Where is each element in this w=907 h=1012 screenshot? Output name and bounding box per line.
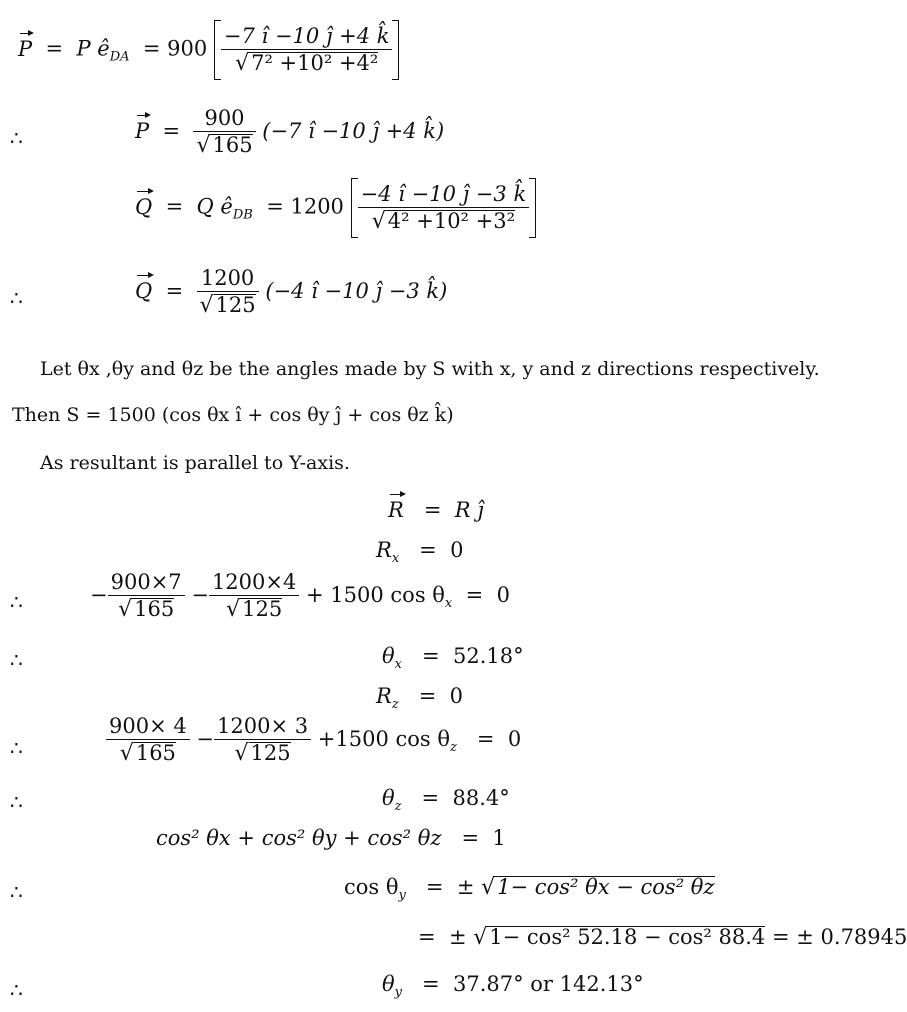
cosines-sum: cos² θx + cos² θy + cos² θz xyxy=(156,826,442,850)
equation-z-component: $\frac{900\times 4}{√165}$ − $\frac{1200\times 3}{√125}$ +1500 $\cos \theta_z = 0$ xyxy=(106,716,521,765)
theta-y-symbol: θ xyxy=(382,972,395,996)
theta-y-value: 37.87° or 142.13° xyxy=(453,972,644,996)
therefore-symbol: ∴ xyxy=(10,648,23,672)
cos-theta-y-radicand: 1− cos² θx − cos² θz xyxy=(497,875,715,899)
therefore-symbol: ∴ xyxy=(10,736,23,760)
r-vector: R xyxy=(388,498,404,522)
q-numerator: −4 î −10 ĵ −3 k̂ xyxy=(360,181,527,206)
paragraph-resultant: As resultant is parallel to Y-axis. xyxy=(40,452,350,474)
p-value-components: (−7 î −10 ĵ +4 k̂) xyxy=(262,119,445,143)
rx-symbol: R xyxy=(376,538,392,562)
z-subscript: z xyxy=(449,740,457,755)
p-vector: P xyxy=(18,36,33,61)
cos-theta-y-result: = ± 0.78945 xyxy=(771,925,907,949)
equation-r: R = R ĵ xyxy=(388,498,484,522)
therefore-symbol: ∴ xyxy=(10,286,23,310)
x-subscript: x xyxy=(444,596,453,611)
equation-cos-theta-y: $\cos \theta_y$ = ± √1− cos² θx − cos² θz xyxy=(344,875,715,903)
theta-x-subscript: x xyxy=(394,657,402,672)
q-unit-subscript: DB xyxy=(232,207,253,223)
p-unit-subscript: DA xyxy=(109,49,130,65)
therefore-symbol: ∴ xyxy=(10,126,23,150)
therefore-symbol: ∴ xyxy=(10,590,23,614)
equation-theta-y: $\theta_y = 37.87^\circ$ or 142.13° xyxy=(382,972,644,1000)
r-rhs: R ĵ xyxy=(454,498,484,522)
p-value-denominator: 165 xyxy=(212,133,253,157)
z-term1-denominator: 165 xyxy=(135,741,176,765)
rx-value: 0 xyxy=(450,538,464,562)
x-term1-denominator: 165 xyxy=(134,597,175,621)
q-value-numerator: 1200 xyxy=(200,266,255,290)
therefore-symbol: ∴ xyxy=(10,978,23,1002)
equation-q-definition: Q = Q $ê_{DB} = 1200$ $\frac{-4 î -10 ĵ -3 k̂}{\text{√4² +10² +3²}}$ xyxy=(135,178,536,238)
equation-rz: $R_z = 0$ xyxy=(376,684,464,712)
x-term3: + 1500 cos θ xyxy=(306,583,445,607)
equation-q-value: Q = $\frac{1200}{√125}$ (−4 î −10 ĵ −3 k̂) xyxy=(135,266,448,318)
theta-x-value: 52.18° xyxy=(452,644,524,668)
equation-theta-z: $\theta_z = 88.4^\circ$ xyxy=(382,786,510,814)
theta-z-symbol: θ xyxy=(382,786,395,810)
q-denominator: 4² +10² +3² xyxy=(387,208,516,233)
equation-direction-cosines: cos² θx + cos² θy + cos² θz = 1 xyxy=(156,826,506,850)
therefore-symbol: ∴ xyxy=(10,880,23,904)
x-term1-numerator: 900×7 xyxy=(110,570,182,594)
rx-subscript: x xyxy=(391,551,400,566)
equation-p-value: P = $\frac{900}{√165}$ (−7 î −10 ĵ +4 k̂) xyxy=(135,106,445,158)
q-magnitude: Q xyxy=(196,194,214,219)
cos-theta-y-numeric-radicand: 1− cos² 52.18 − cos² 88.4 xyxy=(489,925,766,949)
cos-theta-y-subscript: y xyxy=(398,888,406,903)
z-term3: +1500 cos θ xyxy=(317,727,450,751)
equation-p-definition: P = P $ê_{DA} = 900$ $\frac{-7 î -10 ĵ +4 k̂}{\text{√7² +10² +4²}}$ xyxy=(18,20,399,80)
p-denominator: 7² +10² +4² xyxy=(251,50,379,75)
paragraph-s-vector: Then S = 1500 (cos θx î + cos θy ĵ + cos θz k̂) xyxy=(12,404,454,426)
p-vector: P xyxy=(135,119,150,143)
p-coefficient: 900 xyxy=(167,36,208,61)
p-magnitude: P xyxy=(76,36,91,61)
equation-rx: $R_x = 0$ xyxy=(376,538,464,566)
theta-y-subscript: y xyxy=(394,985,403,1000)
q-coefficient: 1200 xyxy=(290,194,344,219)
theta-x-symbol: θ xyxy=(382,644,395,668)
q-vector: Q xyxy=(135,194,153,219)
theta-z-value: 88.4° xyxy=(452,786,510,810)
equation-theta-x: $\theta_x = 52.18^\circ$ xyxy=(382,644,524,672)
plus-minus: ± xyxy=(448,925,467,949)
therefore-symbol: ∴ xyxy=(10,790,23,814)
rz-subscript: z xyxy=(391,697,399,712)
x-term2-numerator: 1200×4 xyxy=(211,570,297,594)
paragraph-angles: Let θx ,θy and θz be the angles made by S with x, y and z directions respectively. xyxy=(40,358,820,380)
p-numerator: −7 î −10 ĵ +4 k̂ xyxy=(223,23,390,48)
p-value-numerator: 900 xyxy=(204,106,245,130)
cos-theta-y-symbol: cos θ xyxy=(344,875,399,899)
q-value-components: (−4 î −10 ĵ −3 k̂) xyxy=(265,279,448,303)
q-value-denominator: 125 xyxy=(215,293,256,317)
x-term2-denominator: 125 xyxy=(242,597,283,621)
rz-symbol: R xyxy=(376,684,392,708)
z-term1-numerator: 900× 4 xyxy=(109,714,187,738)
q-vector: Q xyxy=(135,279,153,303)
x-rhs: 0 xyxy=(496,583,510,607)
z-term2-numerator: 1200× 3 xyxy=(217,714,309,738)
cosines-sum-value: 1 xyxy=(492,826,506,850)
z-term2-denominator: 125 xyxy=(250,741,291,765)
z-rhs: 0 xyxy=(507,727,522,751)
equation-cos-theta-y-numeric: = ± √1− cos² 52.18 − cos² 88.4 = ± 0.78945 xyxy=(418,925,907,950)
equation-x-component: − $\frac{900\times 7}{√165}$ − $\frac{1200\times 4}{√125}$ + 1500 $\cos \theta_x = 0$ xyxy=(90,570,510,622)
theta-z-subscript: z xyxy=(394,799,402,814)
plus-minus: ± xyxy=(456,875,475,899)
rz-value: 0 xyxy=(449,684,464,708)
